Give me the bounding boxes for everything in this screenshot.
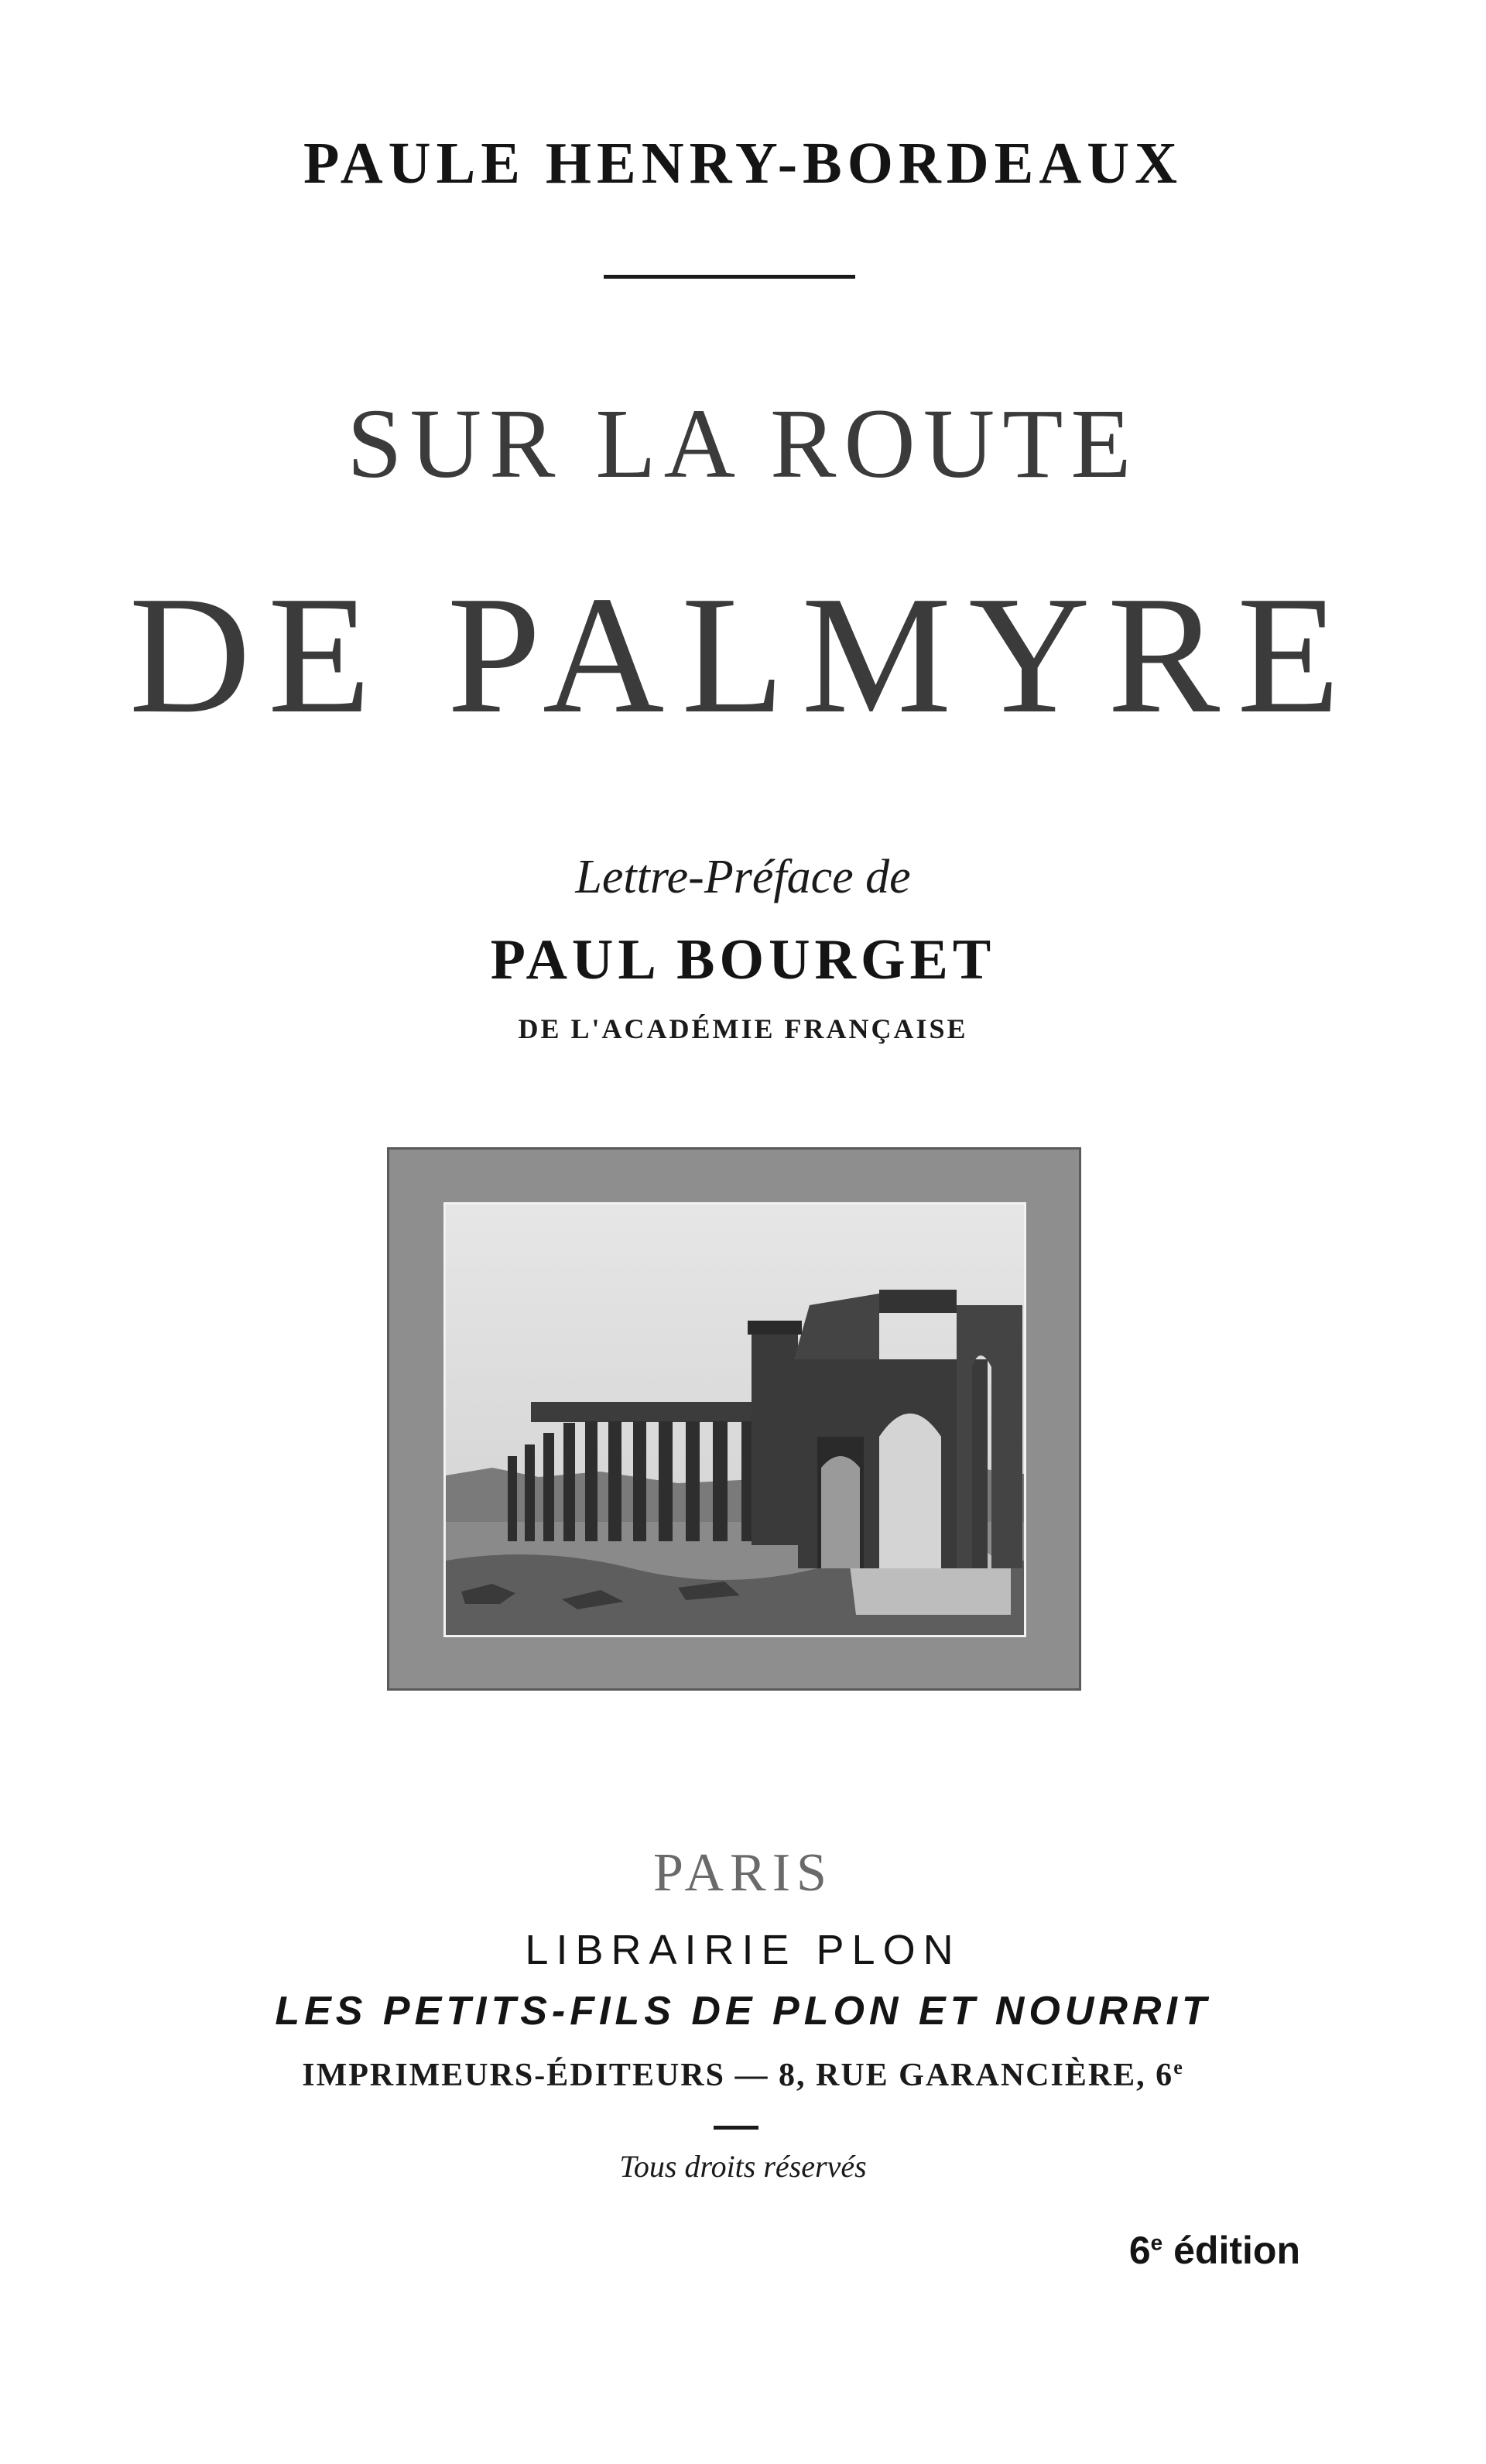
edition-label [1129, 2228, 1300, 2273]
edition-number: 6 [1128, 2229, 1151, 2272]
author-name: PAULE HENRY-BORDEAUX [303, 131, 1183, 196]
title-line-1: SUR LA ROUTE [347, 389, 1139, 499]
palmyra-ruins-photo [443, 1202, 1026, 1637]
publisher-name: LIBRAIRIE PLON [525, 1927, 961, 1973]
preface-intro: Lettre-Préface de [575, 851, 911, 903]
publisher-address-sup: e [1173, 2056, 1184, 2078]
title-line-2: DE PALMYRE [128, 562, 1358, 749]
publisher-city: PARIS [653, 1843, 833, 1903]
top-divider [604, 275, 855, 279]
preface-author: PAUL BOURGET [490, 928, 996, 992]
photo-frame [387, 1147, 1081, 1691]
rights-notice: Tous droits réservés [619, 2149, 867, 2184]
publisher-address-main: IMPRIMEURS-ÉDITEURS — 8, RUE GARANCIÈRE, 6 [302, 2058, 1174, 2093]
edition-text: édition [1173, 2229, 1300, 2272]
preface-affiliation: DE L'ACADÉMIE FRANÇAISE [518, 1013, 968, 1044]
publisher-address [0, 2056, 1486, 2094]
bottom-divider [714, 2126, 758, 2130]
edition-sup: e [1150, 2230, 1163, 2255]
colonnade-illustration [446, 1205, 1024, 1635]
publisher-subtitle: LES PETITS-FILS DE PLON ET NOURRIT [275, 1989, 1211, 2034]
